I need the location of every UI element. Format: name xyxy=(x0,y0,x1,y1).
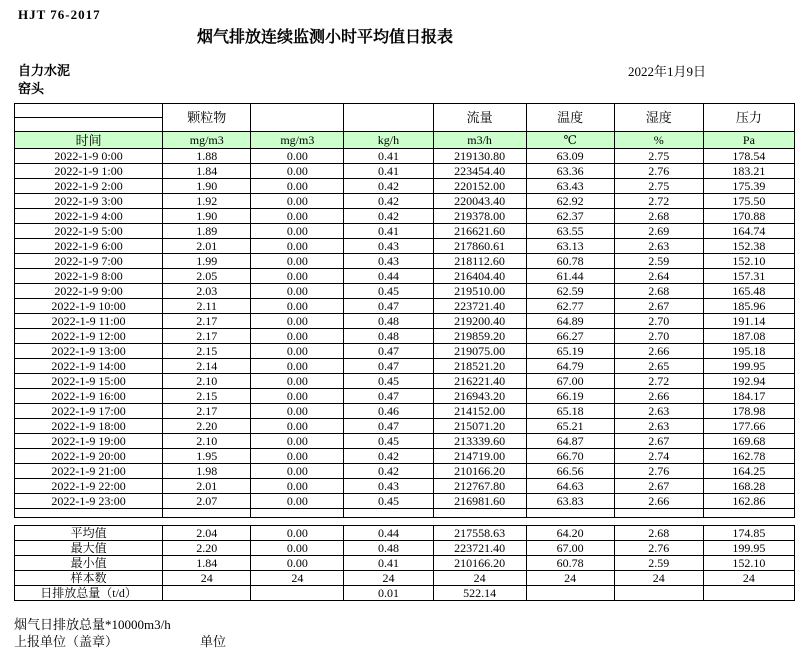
col-header-humidity: 湿度 xyxy=(614,104,703,132)
summary-value-cell: 24 xyxy=(344,571,433,586)
summary-label-cell: 平均值 xyxy=(15,526,163,541)
summary-value-cell: 0.00 xyxy=(251,556,344,571)
value-cell: 0.42 xyxy=(344,194,433,209)
summary-value-cell: 522.14 xyxy=(433,586,526,601)
table-row xyxy=(15,344,795,359)
value-cell: 1.98 xyxy=(163,464,251,479)
unit-cell: mg/m3 xyxy=(251,132,344,149)
value-cell: 175.39 xyxy=(703,179,794,194)
value-cell: 2.75 xyxy=(614,179,703,194)
value-cell: 0.00 xyxy=(251,464,344,479)
value-cell: 177.66 xyxy=(703,419,794,434)
value-cell: 0.45 xyxy=(344,374,433,389)
value-cell: 223454.40 xyxy=(433,164,526,179)
value-cell: 0.48 xyxy=(344,314,433,329)
value-cell: 65.21 xyxy=(526,419,614,434)
table-row xyxy=(15,494,795,509)
time-cell: 2022-1-9 21:00 xyxy=(15,464,163,479)
value-cell: 0.00 xyxy=(251,239,344,254)
value-cell: 2.17 xyxy=(163,329,251,344)
company-name: 自力水泥 xyxy=(18,63,71,78)
value-cell: 64.63 xyxy=(526,479,614,494)
value-cell: 2.68 xyxy=(614,284,703,299)
value-cell: 0.00 xyxy=(251,149,344,164)
value-cell: 152.10 xyxy=(703,254,794,269)
table-row xyxy=(15,239,795,254)
value-cell: 2.72 xyxy=(614,194,703,209)
value-cell: 63.13 xyxy=(526,239,614,254)
hourly-data-table xyxy=(14,103,795,518)
time-cell: 2022-1-9 12:00 xyxy=(15,329,163,344)
value-cell: 0.42 xyxy=(344,179,433,194)
value-cell: 0.00 xyxy=(251,389,344,404)
summary-value-cell: 2.20 xyxy=(163,541,251,556)
value-cell: 62.77 xyxy=(526,299,614,314)
value-cell: 0.00 xyxy=(251,299,344,314)
table-row xyxy=(15,149,795,164)
summary-value-cell: 1.84 xyxy=(163,556,251,571)
time-cell: 2022-1-9 20:00 xyxy=(15,449,163,464)
value-cell: 216981.60 xyxy=(433,494,526,509)
summary-value-cell: 0.00 xyxy=(251,526,344,541)
value-cell: 169.68 xyxy=(703,434,794,449)
value-cell: 0.47 xyxy=(344,299,433,314)
value-cell: 219859.20 xyxy=(433,329,526,344)
table-row xyxy=(15,224,795,239)
value-cell: 0.00 xyxy=(251,374,344,389)
value-cell: 1.90 xyxy=(163,209,251,224)
spacer-cell xyxy=(614,509,703,518)
summary-value-cell: 0.44 xyxy=(344,526,433,541)
value-cell: 191.14 xyxy=(703,314,794,329)
value-cell: 0.00 xyxy=(251,314,344,329)
header-blank-top-cell xyxy=(15,104,163,118)
value-cell: 2.03 xyxy=(163,284,251,299)
value-cell: 1.99 xyxy=(163,254,251,269)
summary-value-cell: 64.20 xyxy=(526,526,614,541)
value-cell: 168.28 xyxy=(703,479,794,494)
value-cell: 214152.00 xyxy=(433,404,526,419)
table-row xyxy=(15,299,795,314)
col-header-blank-2 xyxy=(344,104,433,132)
table-row xyxy=(15,571,795,586)
unit-cell: ℃ xyxy=(526,132,614,149)
value-cell: 195.18 xyxy=(703,344,794,359)
value-cell: 67.00 xyxy=(526,374,614,389)
time-header-cell: 时间 xyxy=(15,132,163,149)
value-cell: 0.00 xyxy=(251,329,344,344)
value-cell: 216221.40 xyxy=(433,374,526,389)
unit-cell: Pa xyxy=(703,132,794,149)
value-cell: 0.46 xyxy=(344,404,433,419)
value-cell: 64.79 xyxy=(526,359,614,374)
value-cell: 0.00 xyxy=(251,164,344,179)
value-cell: 65.18 xyxy=(526,404,614,419)
time-cell: 2022-1-9 16:00 xyxy=(15,389,163,404)
value-cell: 2.75 xyxy=(614,149,703,164)
time-cell: 2022-1-9 7:00 xyxy=(15,254,163,269)
value-cell: 223721.40 xyxy=(433,299,526,314)
value-cell: 2.67 xyxy=(614,299,703,314)
value-cell: 0.42 xyxy=(344,209,433,224)
summary-value-cell xyxy=(163,586,251,601)
value-cell: 2.17 xyxy=(163,314,251,329)
value-cell: 2.20 xyxy=(163,419,251,434)
value-cell: 175.50 xyxy=(703,194,794,209)
value-cell: 2.11 xyxy=(163,299,251,314)
summary-value-cell: 0.48 xyxy=(344,541,433,556)
value-cell: 2.72 xyxy=(614,374,703,389)
summary-value-cell: 24 xyxy=(251,571,344,586)
value-cell: 164.25 xyxy=(703,464,794,479)
value-cell: 2.76 xyxy=(614,164,703,179)
value-cell: 2.15 xyxy=(163,389,251,404)
table-row xyxy=(15,179,795,194)
summary-value-cell: 2.59 xyxy=(614,556,703,571)
table-row xyxy=(15,254,795,269)
spacer-row xyxy=(15,509,795,518)
value-cell: 2.67 xyxy=(614,479,703,494)
time-cell: 2022-1-9 22:00 xyxy=(15,479,163,494)
value-cell: 220043.40 xyxy=(433,194,526,209)
value-cell: 187.08 xyxy=(703,329,794,344)
value-cell: 178.54 xyxy=(703,149,794,164)
value-cell: 62.59 xyxy=(526,284,614,299)
table-row xyxy=(15,194,795,209)
value-cell: 1.92 xyxy=(163,194,251,209)
value-cell: 0.43 xyxy=(344,254,433,269)
value-cell: 170.88 xyxy=(703,209,794,224)
time-cell: 2022-1-9 18:00 xyxy=(15,419,163,434)
value-cell: 0.00 xyxy=(251,269,344,284)
summary-value-cell: 24 xyxy=(433,571,526,586)
summary-value-cell: 2.68 xyxy=(614,526,703,541)
summary-value-cell: 152.10 xyxy=(703,556,794,571)
col-header-particulate: 颗粒物 xyxy=(163,104,251,132)
value-cell: 212767.80 xyxy=(433,479,526,494)
report-date: 2022年1月9日 xyxy=(628,64,707,79)
table-row xyxy=(15,359,795,374)
spacer-cell xyxy=(344,509,433,518)
unit-header-row xyxy=(15,132,795,149)
summary-value-cell: 199.95 xyxy=(703,541,794,556)
table-row xyxy=(15,164,795,179)
value-cell: 63.09 xyxy=(526,149,614,164)
table-row xyxy=(15,269,795,284)
summary-value-cell: 0.00 xyxy=(251,541,344,556)
value-cell: 219130.80 xyxy=(433,149,526,164)
value-cell: 62.37 xyxy=(526,209,614,224)
summary-label-cell: 日排放总量（t/d） xyxy=(15,586,163,601)
col-header-blank-1 xyxy=(251,104,344,132)
time-cell: 2022-1-9 23:00 xyxy=(15,494,163,509)
value-cell: 219075.00 xyxy=(433,344,526,359)
value-cell: 63.55 xyxy=(526,224,614,239)
value-cell: 2.69 xyxy=(614,224,703,239)
col-header-temperature: 温度 xyxy=(526,104,614,132)
summary-value-cell: 67.00 xyxy=(526,541,614,556)
table-row xyxy=(15,586,795,601)
summary-value-cell: 210166.20 xyxy=(433,556,526,571)
value-cell: 0.00 xyxy=(251,179,344,194)
value-cell: 2.01 xyxy=(163,239,251,254)
value-cell: 62.92 xyxy=(526,194,614,209)
value-cell: 216943.20 xyxy=(433,389,526,404)
time-cell: 2022-1-9 4:00 xyxy=(15,209,163,224)
value-cell: 220152.00 xyxy=(433,179,526,194)
value-cell: 165.48 xyxy=(703,284,794,299)
summary-value-cell: 24 xyxy=(703,571,794,586)
summary-value-cell: 0.41 xyxy=(344,556,433,571)
summary-label-cell: 最大值 xyxy=(15,541,163,556)
value-cell: 184.17 xyxy=(703,389,794,404)
value-cell: 64.87 xyxy=(526,434,614,449)
summary-value-cell: 2.04 xyxy=(163,526,251,541)
page-title: 烟气排放连续监测小时平均值日报表 xyxy=(197,29,454,46)
value-cell: 2.14 xyxy=(163,359,251,374)
time-cell: 2022-1-9 9:00 xyxy=(15,284,163,299)
value-cell: 66.70 xyxy=(526,449,614,464)
value-cell: 66.56 xyxy=(526,464,614,479)
time-cell: 2022-1-9 8:00 xyxy=(15,269,163,284)
value-cell: 1.95 xyxy=(163,449,251,464)
value-cell: 2.66 xyxy=(614,389,703,404)
table-row xyxy=(15,329,795,344)
value-cell: 0.00 xyxy=(251,194,344,209)
col-header-flow: 流量 xyxy=(433,104,526,132)
value-cell: 183.21 xyxy=(703,164,794,179)
value-cell: 65.19 xyxy=(526,344,614,359)
summary-value-cell: 223721.40 xyxy=(433,541,526,556)
value-cell: 2.65 xyxy=(614,359,703,374)
value-cell: 0.00 xyxy=(251,254,344,269)
value-cell: 66.19 xyxy=(526,389,614,404)
value-cell: 192.94 xyxy=(703,374,794,389)
value-cell: 2.05 xyxy=(163,269,251,284)
value-cell: 1.88 xyxy=(163,149,251,164)
value-cell: 219510.00 xyxy=(433,284,526,299)
value-cell: 0.41 xyxy=(344,224,433,239)
value-cell: 0.45 xyxy=(344,284,433,299)
summary-label-cell: 最小值 xyxy=(15,556,163,571)
summary-value-cell xyxy=(614,586,703,601)
time-cell: 2022-1-9 11:00 xyxy=(15,314,163,329)
spacer-cell xyxy=(15,509,163,518)
table-row xyxy=(15,526,795,541)
value-cell: 162.86 xyxy=(703,494,794,509)
value-cell: 61.44 xyxy=(526,269,614,284)
value-cell: 2.59 xyxy=(614,254,703,269)
time-cell: 2022-1-9 3:00 xyxy=(15,194,163,209)
value-cell: 0.42 xyxy=(344,464,433,479)
value-cell: 66.27 xyxy=(526,329,614,344)
value-cell: 63.83 xyxy=(526,494,614,509)
spacer-cell xyxy=(251,509,344,518)
summary-value-cell: 24 xyxy=(163,571,251,586)
value-cell: 0.43 xyxy=(344,479,433,494)
value-cell: 1.89 xyxy=(163,224,251,239)
header-blank-bottom-cell xyxy=(15,118,163,132)
time-cell: 2022-1-9 15:00 xyxy=(15,374,163,389)
value-cell: 1.84 xyxy=(163,164,251,179)
value-cell: 0.00 xyxy=(251,404,344,419)
value-cell: 2.63 xyxy=(614,404,703,419)
value-cell: 2.63 xyxy=(614,239,703,254)
value-cell: 0.41 xyxy=(344,164,433,179)
spacer-cell xyxy=(163,509,251,518)
summary-value-cell xyxy=(703,586,794,601)
time-cell: 2022-1-9 14:00 xyxy=(15,359,163,374)
summary-label-cell: 样本数 xyxy=(15,571,163,586)
table-row xyxy=(15,404,795,419)
value-cell: 162.78 xyxy=(703,449,794,464)
value-cell: 0.41 xyxy=(344,149,433,164)
value-cell: 2.70 xyxy=(614,329,703,344)
value-cell: 0.44 xyxy=(344,269,433,284)
time-cell: 2022-1-9 10:00 xyxy=(15,299,163,314)
value-cell: 0.00 xyxy=(251,224,344,239)
value-cell: 2.10 xyxy=(163,374,251,389)
time-cell: 2022-1-9 5:00 xyxy=(15,224,163,239)
time-cell: 2022-1-9 19:00 xyxy=(15,434,163,449)
monitoring-point: 窑头 xyxy=(18,81,45,96)
value-cell: 0.00 xyxy=(251,449,344,464)
summary-value-cell: 24 xyxy=(614,571,703,586)
report-unit-label: 上报单位（盖章） xyxy=(14,634,119,649)
value-cell: 0.45 xyxy=(344,434,433,449)
value-cell: 2.76 xyxy=(614,464,703,479)
time-cell: 2022-1-9 2:00 xyxy=(15,179,163,194)
value-cell: 2.15 xyxy=(163,344,251,359)
value-cell: 60.78 xyxy=(526,254,614,269)
summary-value-cell xyxy=(251,586,344,601)
standard-code: HJT 76-2017 xyxy=(18,7,101,22)
value-cell: 0.47 xyxy=(344,419,433,434)
group-header-row xyxy=(15,104,795,118)
table-row xyxy=(15,419,795,434)
table-row xyxy=(15,389,795,404)
value-cell: 210166.20 xyxy=(433,464,526,479)
time-cell: 2022-1-9 6:00 xyxy=(15,239,163,254)
value-cell: 215071.20 xyxy=(433,419,526,434)
summary-value-cell: 2.76 xyxy=(614,541,703,556)
table-row xyxy=(15,449,795,464)
value-cell: 1.90 xyxy=(163,179,251,194)
value-cell: 152.38 xyxy=(703,239,794,254)
table-row xyxy=(15,479,795,494)
value-cell: 219200.40 xyxy=(433,314,526,329)
unit-cell: m3/h xyxy=(433,132,526,149)
value-cell: 0.43 xyxy=(344,239,433,254)
summary-value-cell: 174.85 xyxy=(703,526,794,541)
value-cell: 63.43 xyxy=(526,179,614,194)
unit-cell: % xyxy=(614,132,703,149)
value-cell: 218112.60 xyxy=(433,254,526,269)
table-row xyxy=(15,314,795,329)
value-cell: 0.45 xyxy=(344,494,433,509)
summary-value-cell xyxy=(526,586,614,601)
value-cell: 2.67 xyxy=(614,434,703,449)
value-cell: 2.17 xyxy=(163,404,251,419)
value-cell: 2.68 xyxy=(614,209,703,224)
value-cell: 0.42 xyxy=(344,449,433,464)
value-cell: 185.96 xyxy=(703,299,794,314)
table-row xyxy=(15,374,795,389)
value-cell: 216621.60 xyxy=(433,224,526,239)
value-cell: 157.31 xyxy=(703,269,794,284)
table-row xyxy=(15,284,795,299)
value-cell: 178.98 xyxy=(703,404,794,419)
value-cell: 217860.61 xyxy=(433,239,526,254)
value-cell: 213339.60 xyxy=(433,434,526,449)
value-cell: 0.00 xyxy=(251,209,344,224)
summary-value-cell: 60.78 xyxy=(526,556,614,571)
value-cell: 219378.00 xyxy=(433,209,526,224)
table-row xyxy=(15,464,795,479)
value-cell: 0.00 xyxy=(251,479,344,494)
value-cell: 2.74 xyxy=(614,449,703,464)
value-cell: 2.64 xyxy=(614,269,703,284)
summary-table xyxy=(14,525,795,601)
time-cell: 2022-1-9 17:00 xyxy=(15,404,163,419)
spacer-cell xyxy=(433,509,526,518)
summary-value-cell: 217558.63 xyxy=(433,526,526,541)
value-cell: 0.47 xyxy=(344,344,433,359)
value-cell: 218521.20 xyxy=(433,359,526,374)
value-cell: 63.36 xyxy=(526,164,614,179)
unit-cell: mg/m3 xyxy=(163,132,251,149)
value-cell: 0.00 xyxy=(251,434,344,449)
value-cell: 2.01 xyxy=(163,479,251,494)
value-cell: 0.00 xyxy=(251,419,344,434)
value-cell: 0.48 xyxy=(344,329,433,344)
spacer-cell xyxy=(703,509,794,518)
value-cell: 2.07 xyxy=(163,494,251,509)
value-cell: 2.63 xyxy=(614,419,703,434)
unit-cell: kg/h xyxy=(344,132,433,149)
value-cell: 2.10 xyxy=(163,434,251,449)
summary-value-cell: 0.01 xyxy=(344,586,433,601)
table-row xyxy=(15,434,795,449)
value-cell: 0.00 xyxy=(251,359,344,374)
time-cell: 2022-1-9 1:00 xyxy=(15,164,163,179)
table-row xyxy=(15,209,795,224)
value-cell: 2.66 xyxy=(614,494,703,509)
table-row xyxy=(15,556,795,571)
value-cell: 2.66 xyxy=(614,344,703,359)
value-cell: 164.74 xyxy=(703,224,794,239)
value-cell: 216404.40 xyxy=(433,269,526,284)
value-cell: 214719.00 xyxy=(433,449,526,464)
time-cell: 2022-1-9 13:00 xyxy=(15,344,163,359)
col-header-pressure: 压力 xyxy=(703,104,794,132)
footer-note: 烟气日排放总量*10000m3/h xyxy=(14,617,171,632)
spacer-cell xyxy=(526,509,614,518)
time-cell: 2022-1-9 0:00 xyxy=(15,149,163,164)
value-cell: 0.00 xyxy=(251,494,344,509)
value-cell: 0.47 xyxy=(344,359,433,374)
value-cell: 0.47 xyxy=(344,389,433,404)
value-cell: 199.95 xyxy=(703,359,794,374)
value-cell: 2.70 xyxy=(614,314,703,329)
value-cell: 0.00 xyxy=(251,344,344,359)
unit-label: 单位 xyxy=(200,634,227,649)
value-cell: 0.00 xyxy=(251,284,344,299)
table-row xyxy=(15,541,795,556)
summary-value-cell: 24 xyxy=(526,571,614,586)
value-cell: 64.89 xyxy=(526,314,614,329)
